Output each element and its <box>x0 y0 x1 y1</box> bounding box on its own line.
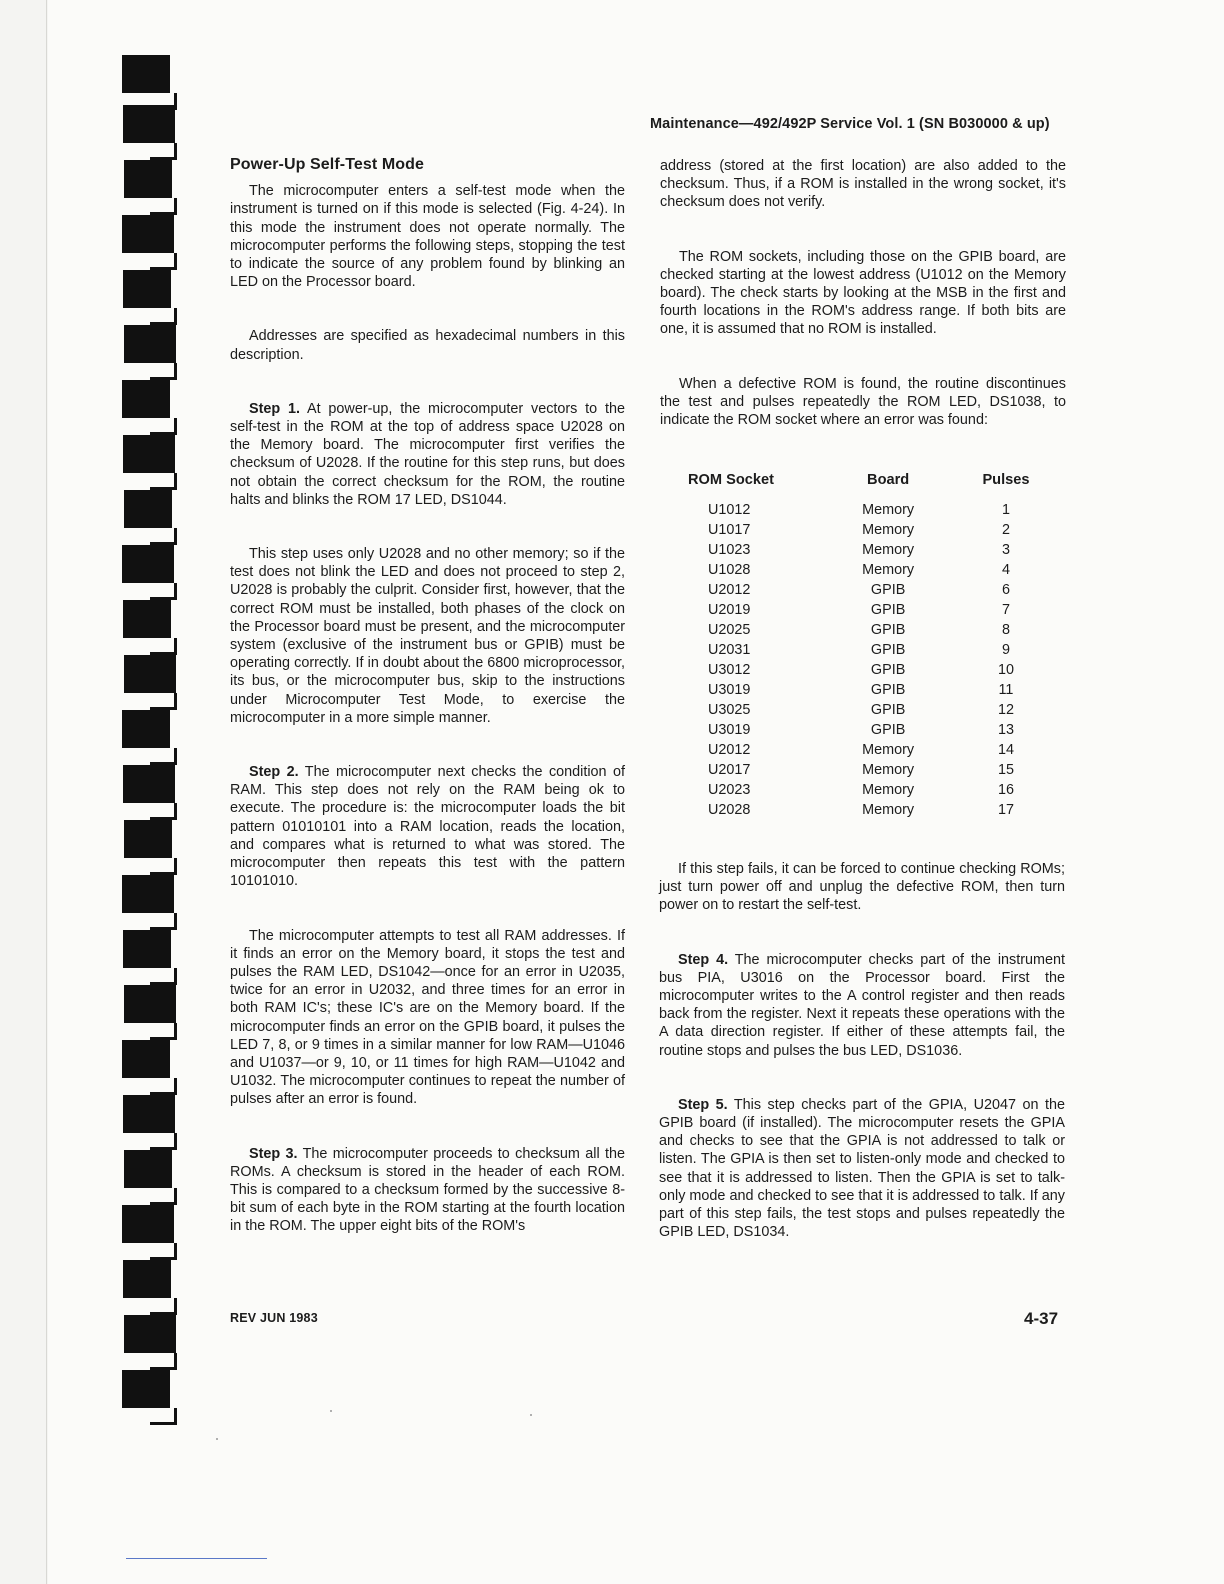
table-header-row <box>672 472 1052 500</box>
table-row <box>672 620 1052 640</box>
cell-rom-socket: U3025 <box>708 702 751 718</box>
binding-tab <box>123 435 175 473</box>
cell-rom-socket: U1017 <box>708 522 751 538</box>
step5-label: Step 5. <box>678 1096 728 1113</box>
table-row <box>672 800 1052 820</box>
cell-pulses: 9 <box>1001 642 1010 658</box>
step3-text: The microcomputer proceeds to checksum all the ROMs. A checksum is stored in the header of each ROM. This is compared to a checksum formed by the successive 8-bit sum of each byte in the ROM starting at the fourth location in the ROM. The upper eight bits of the ROM's <box>230 1145 625 1235</box>
cell-pulses: 11 <box>998 682 1014 698</box>
cell-board: Memory <box>862 782 915 798</box>
step5-text: This step checks part of the GPIA, U2047 on the GPIB board (if installed). The microcomputer resets the GPIA and checks to see that the GPIA is not addressed to talk or listen. The GPIA is then set to listen-only mode and checked to see that it is addressed to listen. Then the GPIA is set to talk-only mode and checked to see that it is addressed to talk. If any part of this step fails, the test stops and pulses repeatedly the GPIB LED, DS1034. <box>659 1096 1065 1241</box>
binding-tab-hook <box>150 1243 177 1260</box>
cell-board: Memory <box>862 562 915 578</box>
binding-tab-hook <box>150 198 177 215</box>
cell-board: GPIB <box>870 622 906 638</box>
step2-text: The microcomputer next checks the condition of RAM. This step does not rely on the RAM being ok to execute. The procedure is: the microcomputer loads the bit pattern 01010101 into a RAM location, reads the location, and compares what is returned to what was stored. The microcomputer then repeats this test with the pattern 10101010. <box>230 764 625 890</box>
table-row <box>672 520 1052 540</box>
cell-rom-socket: U2017 <box>708 762 751 778</box>
cell-rom-socket: U2012 <box>708 582 751 598</box>
binding-tab-hook <box>150 363 177 380</box>
left-column <box>230 156 625 1236</box>
cell-rom-socket: U2031 <box>708 642 751 658</box>
cell-pulses: 3 <box>1001 542 1010 558</box>
cell-board: GPIB <box>870 642 906 658</box>
binding-tab-hook <box>150 528 177 545</box>
binding-tab <box>124 1150 172 1188</box>
binding-tab <box>122 55 170 93</box>
binding-tab <box>124 490 172 528</box>
step1-note: This step uses only U2028 and no other memory; so if the test does not blink the LED and does not proceed to step 2, U2028 is probably the culprit. Consider first, however, that the correct ROM must be installed, both phases of the clock on the Processor board must be present, and the microcomputer system (exclusive of the instrument bus or GPIB) must be operating correctly. If in doubt about the 6800 microprocessor, its bus, or the microcomputer bus, skip to the instructions under Microcomputer Test Mode, to exercise the microcomputer in a more simple manner. <box>230 546 625 726</box>
table-row <box>672 660 1052 680</box>
step3-continuation: address (stored at the first location) are also added to the checksum. Thus, if a ROM is installed in the wrong socket, it's checksum does not verify. <box>660 158 1066 211</box>
cell-pulses: 10 <box>997 662 1014 678</box>
cell-rom-socket: U2023 <box>708 782 751 798</box>
cell-board: GPIB <box>870 722 906 738</box>
defective-rom-paragraph: When a defective ROM is found, the routine discontinues the test and pulses repeatedly the ROM LED, DS1038, to indicate the ROM socket where an error was found: <box>660 375 1066 429</box>
binding-tab-hook <box>150 418 177 435</box>
header-pulses: Pulses <box>982 472 1030 488</box>
table-row <box>672 780 1052 800</box>
cell-rom-socket: U3019 <box>708 722 751 738</box>
step2-paragraph <box>230 763 625 890</box>
binding-tab <box>123 105 175 143</box>
addresses-note: Addresses are specified as hexadecimal numbers in this description. <box>230 328 625 363</box>
cell-rom-socket: U2025 <box>708 622 751 638</box>
cell-pulses: 14 <box>997 742 1014 758</box>
cell-board: Memory <box>862 502 915 518</box>
cell-board: Memory <box>862 742 915 758</box>
right-column <box>660 157 1066 429</box>
rom-sockets-paragraph: The ROM sockets, including those on the GPIB board, are checked starting at the lowest address (U1012 on the Memory board). The check starts by looking at the MSB in the first and fourth locations in the ROM's address range. If both bits are one, it is assumed that no ROM is installed. <box>660 248 1066 338</box>
table-row <box>672 700 1052 720</box>
header-board: Board <box>867 472 910 488</box>
section-title: Power-Up Self-Test Mode <box>230 156 425 173</box>
step1-text: At power-up, the microcomputer vectors to the self-test in the ROM at the top of address space U2028 on the Memory board. The microcomputer first verifies the checksum of U2028. If the routine for this step runs, but does not obtain the correct checksum for the ROM, the routine halts and blinks the ROM 17 LED, DS1044. <box>230 400 625 508</box>
cell-board: GPIB <box>870 682 906 698</box>
scan-speck <box>530 1414 532 1416</box>
table-row <box>672 740 1052 760</box>
binding-tab <box>124 655 176 693</box>
cell-pulses: 1 <box>1001 502 1010 518</box>
cell-rom-socket: U2012 <box>708 742 751 758</box>
binding-tab-hook <box>150 1023 177 1040</box>
scan-speck <box>330 1410 332 1412</box>
binding-tab-hook <box>150 583 177 600</box>
table-row <box>672 680 1052 700</box>
cell-rom-socket: U1028 <box>708 562 751 578</box>
table-body <box>672 500 1052 820</box>
binding-tab-hook <box>150 1133 177 1150</box>
step2-label: Step 2. <box>249 764 299 781</box>
binding-tab-hook <box>150 143 177 160</box>
step1-paragraph <box>230 400 625 509</box>
step2-note: The microcomputer attempts to test all RAM addresses. If it finds an error on the Memory board, it stops the test and pulses the RAM LED, DS1042—once for an error in U2035, twice for an error in U2032, and three times for an error in both RAM IC's; these IC's are on the Memory board. If the microcomputer finds an error on the GPIB board, it pulses the LED 7, 8, or 9 times in a similar manner for low RAM—U1046 and U1037—or 9, 10, or 11 times for high RAM—U1042 and U1032. The microcomputer continues to repeat the number of pulses after an error is found. <box>230 927 625 1108</box>
binding-tab-hook <box>150 693 177 710</box>
binding-edge <box>0 0 48 1584</box>
cell-pulses: 6 <box>1001 582 1010 598</box>
scan-artifact-line <box>126 1558 267 1559</box>
binding-tab <box>122 710 170 748</box>
binding-tab-hook <box>150 968 177 985</box>
intro-paragraph: The microcomputer enters a self-test mode when the instrument is turned on if this mode is selected (Fig. 4-24). In this mode the instrument does not operate normally. The microcomputer performs the following steps, stopping the test to indicate the source of any problem found by blinking an LED on the Processor board. <box>230 183 625 291</box>
revision-date: REV JUN 1983 <box>230 1311 318 1325</box>
step4-label: Step 4. <box>678 951 729 968</box>
binding-tab <box>122 545 174 583</box>
cell-board: Memory <box>862 762 915 778</box>
cell-pulses: 13 <box>997 722 1014 738</box>
cell-board: GPIB <box>870 702 906 718</box>
binding-tab <box>124 325 176 363</box>
rom-socket-table <box>672 472 1052 820</box>
table-row <box>672 580 1052 600</box>
cell-board: Memory <box>862 802 915 818</box>
binding-tab <box>124 1315 176 1353</box>
binding-tab-hook <box>150 913 177 930</box>
binding-tab <box>123 270 171 308</box>
cell-board: GPIB <box>870 582 906 598</box>
scan-speck <box>216 1438 218 1440</box>
binding-tab <box>123 1095 175 1133</box>
cell-pulses: 17 <box>997 802 1014 818</box>
binding-tab <box>122 1040 170 1078</box>
binding-tab <box>123 600 171 638</box>
binding-tab <box>122 1370 170 1408</box>
binding-tab <box>122 1205 174 1243</box>
table-row <box>672 720 1052 740</box>
cell-pulses: 12 <box>997 702 1014 718</box>
binding-edge-line <box>46 0 47 1584</box>
cell-pulses: 7 <box>1001 602 1010 618</box>
binding-tab-hook <box>150 638 177 655</box>
cell-pulses: 4 <box>1001 562 1010 578</box>
cell-pulses: 15 <box>997 762 1014 778</box>
table-row <box>672 500 1052 520</box>
binding-tab-hook <box>150 748 177 765</box>
step4-text: The microcomputer checks part of the instrument bus PIA, U3016 on the Processor board. First the microcomputer writes to the A control register and then reads back from the register. Next it repeats these operations with the A data direction register. If either of these attempts fail, the routine stops and pulses the bus LED, DS1036. <box>659 951 1065 1059</box>
table-row <box>672 540 1052 560</box>
cell-rom-socket: U3019 <box>708 682 751 698</box>
after-table-paragraph: If this step fails, it can be forced to continue checking ROMs; just turn power off and unplug the defective ROM, then turn power on to restart the self-test. <box>659 861 1065 914</box>
page-number: 4-37 <box>1024 1309 1059 1328</box>
step4-paragraph <box>659 951 1065 1060</box>
binding-tab <box>122 875 174 913</box>
step5-paragraph <box>659 1096 1065 1242</box>
step3-label: Step 3. <box>249 1145 298 1162</box>
table-row <box>672 560 1052 580</box>
cell-rom-socket: U2028 <box>708 802 751 818</box>
table-row <box>672 600 1052 620</box>
right-column-lower <box>659 860 1065 1241</box>
binding-tab <box>123 930 171 968</box>
binding-tab-hook <box>150 1188 177 1205</box>
step3-paragraph <box>230 1145 625 1236</box>
table-row <box>672 640 1052 660</box>
cell-pulses: 8 <box>1001 622 1010 638</box>
binding-tab <box>124 160 172 198</box>
cell-board: Memory <box>862 542 915 558</box>
binding-tab-hook <box>150 858 177 875</box>
binding-tab-hook <box>150 803 177 820</box>
running-header: Maintenance—492/492P Service Vol. 1 (SN B030000 & up) <box>650 116 1050 132</box>
cell-rom-socket: U2019 <box>708 602 751 618</box>
binding-tab <box>123 765 175 803</box>
cell-board: GPIB <box>870 662 906 678</box>
binding-tab-hook <box>150 1078 177 1095</box>
binding-tab <box>122 380 170 418</box>
binding-tab-hook <box>150 1408 177 1425</box>
cell-rom-socket: U3012 <box>708 662 751 678</box>
cell-board: GPIB <box>870 602 906 618</box>
binding-tab <box>122 215 174 253</box>
binding-tab <box>124 820 172 858</box>
cell-rom-socket: U1023 <box>708 542 751 558</box>
binding-tab <box>123 1260 171 1298</box>
cell-pulses: 16 <box>997 782 1014 798</box>
cell-pulses: 2 <box>1001 522 1010 538</box>
binding-tab-hook <box>150 253 177 270</box>
binding-tab-hook <box>150 1298 177 1315</box>
cell-board: Memory <box>862 522 915 538</box>
binding-tab-hook <box>150 308 177 325</box>
table-row <box>672 760 1052 780</box>
step1-label: Step 1. <box>249 400 300 417</box>
binding-tab-hook <box>150 473 177 490</box>
header-rom-socket: ROM Socket <box>688 472 774 488</box>
binding-tab <box>124 985 176 1023</box>
cell-rom-socket: U1012 <box>708 502 751 518</box>
binding-tab-hook <box>150 1353 177 1370</box>
